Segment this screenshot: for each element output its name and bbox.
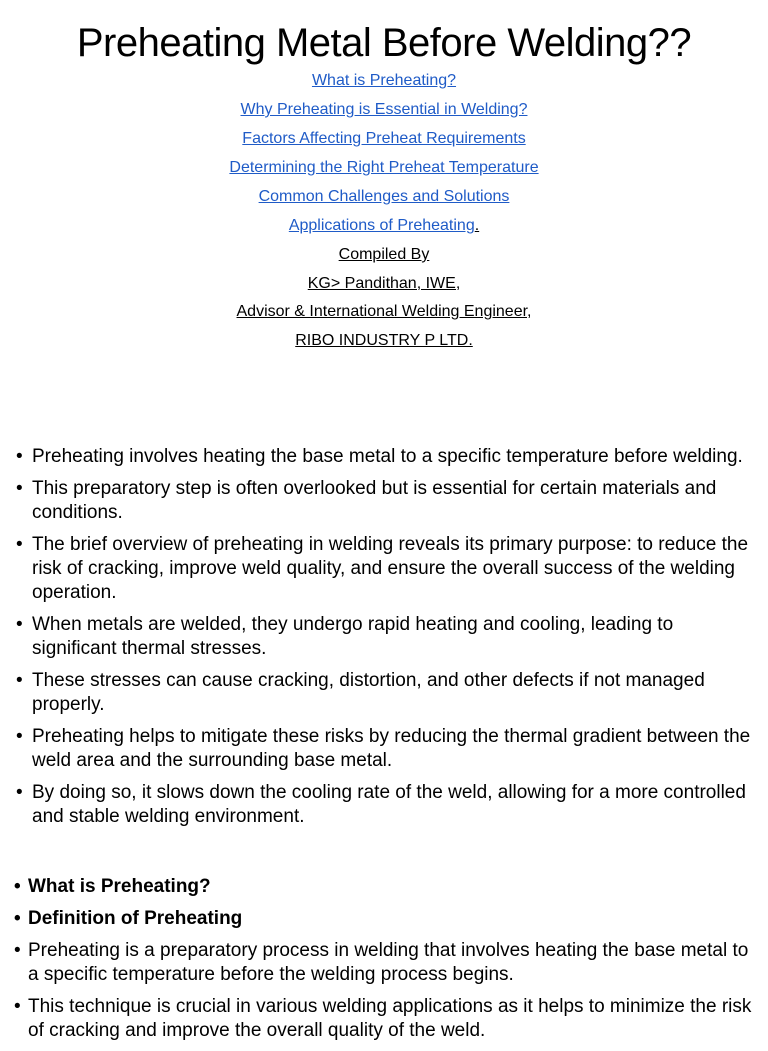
credit-author: KG> Pandithan, IWE, <box>307 274 461 292</box>
list-item: • When metals are welded, they undergo rapid heating and cooling, leading to significant thermal stresses. <box>14 613 754 661</box>
toc-link-suffix: . <box>474 217 480 234</box>
toc-link-applications[interactable]: Applications of Preheating <box>288 217 475 234</box>
toc-item <box>0 68 768 97</box>
toc-item <box>0 97 768 126</box>
list-item: • This technique is crucial in various welding applications as it helps to minimize the risk of cracking and improve the overall quality of the weld. <box>14 995 754 1043</box>
toc-link-determining-temperature[interactable]: Determining the Right Preheat Temperature <box>229 159 539 176</box>
credit-role: Advisor & International Welding Engineer, <box>236 303 532 320</box>
list-item: • Preheating involves heating the base metal to a specific temperature before welding. <box>14 445 754 469</box>
toc-item <box>0 213 768 242</box>
list-item: • These stresses can cause cracking, distortion, and other defects if not managed properly. <box>14 669 754 717</box>
overview-bullet-list <box>14 445 754 837</box>
table-of-contents <box>0 68 768 242</box>
toc-item <box>0 155 768 184</box>
list-item: • The brief overview of preheating in welding reveals its primary purpose: to reduce the risk of cracking, improve weld quality, and ensure the overall success of the welding operation. <box>14 533 754 605</box>
toc-link-why-preheating-essential[interactable]: Why Preheating is Essential in Welding? <box>240 101 528 118</box>
toc-item <box>0 184 768 213</box>
list-item: • Preheating helps to mitigate these risks by reducing the thermal gradient between the weld area and the surrounding base metal. <box>14 725 754 773</box>
toc-link-what-is-preheating[interactable]: What is Preheating? <box>311 72 457 89</box>
list-item: • This preparatory step is often overlooked but is essential for certain materials and conditions. <box>14 477 754 525</box>
credit-compiled-by: Compiled By <box>338 246 430 263</box>
section-heading-definition: • Definition of Preheating <box>14 907 754 931</box>
toc-link-common-challenges[interactable]: Common Challenges and Solutions <box>258 188 510 205</box>
toc-link-factors-affecting[interactable]: Factors Affecting Preheat Requirements <box>242 130 526 147</box>
page-title: Preheating Metal Before Welding?? <box>76 21 692 65</box>
list-item: • By doing so, it slows down the cooling rate of the weld, allowing for a more controlled and stable welding environment. <box>14 781 754 829</box>
section-bullet-list <box>14 875 754 1051</box>
section-heading-what-is-preheating: • What is Preheating? <box>14 875 754 899</box>
list-item: • Preheating is a preparatory process in welding that involves heating the base metal to a specific temperature before the welding process begins. <box>14 939 754 987</box>
credit-company: RIBO INDUSTRY P LTD. <box>295 331 473 349</box>
toc-item <box>0 126 768 155</box>
credits-block <box>0 242 768 356</box>
